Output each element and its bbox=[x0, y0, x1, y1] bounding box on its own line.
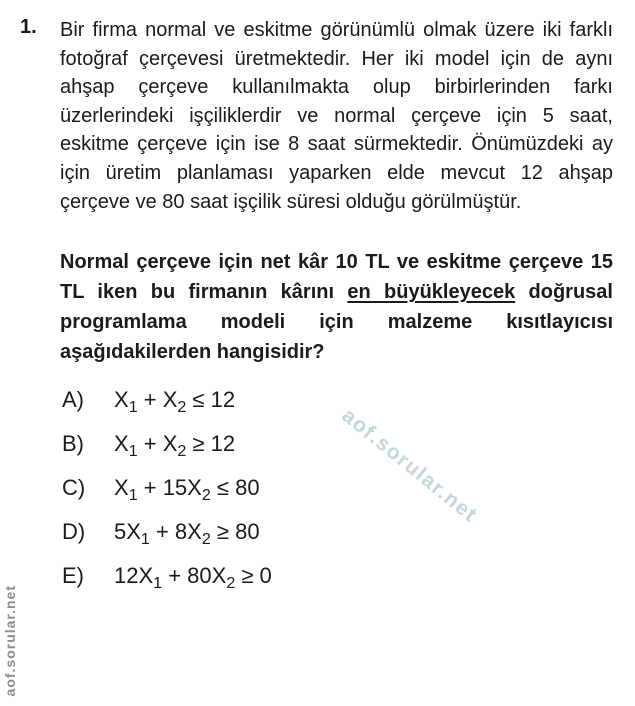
prompt-underlined-text: en büyükleyecek bbox=[347, 281, 516, 304]
option-formula: $X_1 + 15X_2 \le 80$ bbox=[114, 475, 260, 504]
option-row bbox=[62, 384, 613, 415]
prompt-text: doğrusal programlama modeli için malzeme kısıtlayıcısı aşağıdakilerden hangisidir? bbox=[60, 281, 613, 364]
question-body: Bir firma normal ve eskitme görünümlü olmak üzere iki farklı fotoğraf çerçevesi üretmektedir. Her iki model için de aynı ahşap çerçeve kullanılmakta olup birbirlerinden farkı üzerlerindeki işçiliklerdir ve normal çerçeve için 5 saat, eskitme çerçeve için ise 8 saat sürmektedir. Önümüzdeki ay için üretim planlaması yaparken elde mevcut 12 ahşap çerçeve ve 80 saat işçilik süresi olduğu görülmüştür. bbox=[60, 19, 613, 213]
option-formula: $X_1 + X_2 \ge 12$ bbox=[114, 431, 236, 460]
side-watermark-text: aof.sorular.net bbox=[2, 584, 18, 696]
option-letter: A) bbox=[62, 387, 84, 413]
prompt-text: Normal çerçeve için net kâr 10 TL ve eskitme çerçeve 15 TL iken bu firmanın kârını bbox=[60, 251, 613, 304]
option-row bbox=[62, 516, 613, 547]
option-row bbox=[62, 560, 613, 591]
option-formula: $5X_1 + 8X_2 \ge 80$ bbox=[114, 519, 260, 548]
diagonal-watermark-text: aof.sorular.net bbox=[337, 404, 482, 528]
question-prompt bbox=[60, 247, 613, 367]
option-letter: B) bbox=[62, 431, 84, 457]
option-formula: $X_1 + X_2 \le 12$ bbox=[114, 387, 236, 416]
option-row bbox=[62, 428, 613, 459]
option-letter: D) bbox=[62, 519, 86, 545]
question-number: 1. bbox=[20, 16, 37, 38]
options-list bbox=[60, 384, 613, 591]
option-letter: C) bbox=[62, 475, 86, 501]
option-formula: $12X_1 + 80X_2 \ge 0$ bbox=[114, 563, 272, 592]
option-row bbox=[62, 472, 613, 503]
option-letter: E) bbox=[62, 563, 84, 589]
